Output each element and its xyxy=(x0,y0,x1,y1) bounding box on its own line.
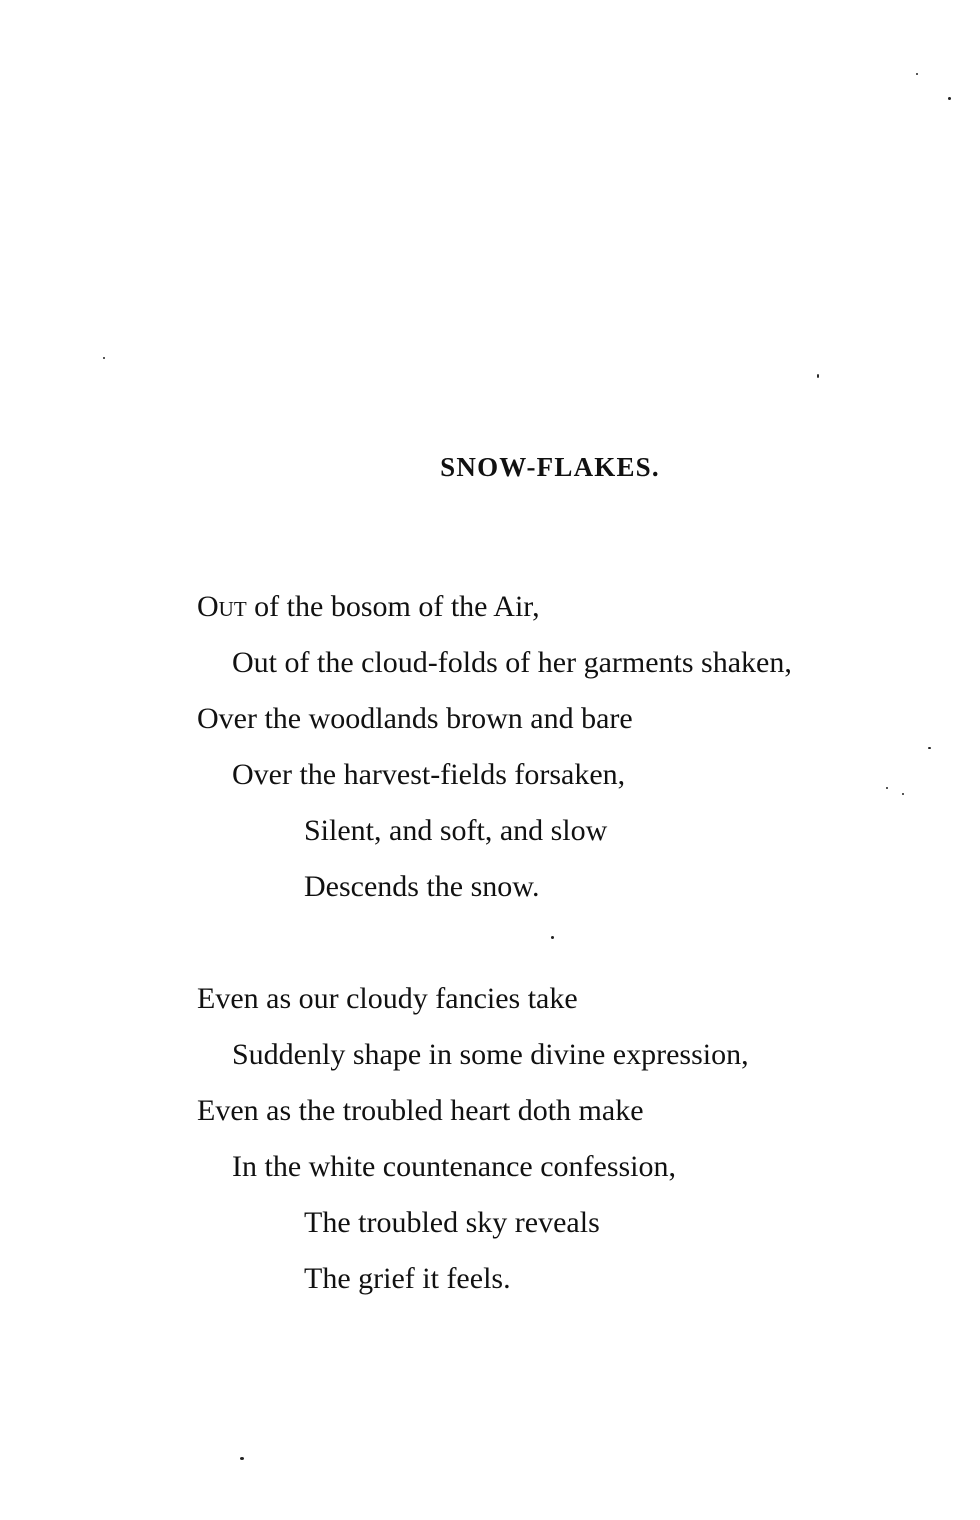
poem-line: Silent, and soft, and slow xyxy=(304,814,608,847)
scan-speck xyxy=(103,357,105,359)
scan-speck xyxy=(240,1457,244,1460)
scan-speck xyxy=(551,936,554,939)
poem-line: Suddenly shape in some divine expression, xyxy=(232,1038,749,1071)
poem-line: Descends the snow. xyxy=(304,870,540,903)
scan-speck xyxy=(928,747,931,749)
scan-speck xyxy=(817,374,819,378)
scan-speck xyxy=(948,97,951,100)
poem-line: The troubled sky reveals xyxy=(304,1206,600,1239)
poem-line: The grief it feels. xyxy=(304,1262,511,1295)
line-text: of the bosom of the Air, xyxy=(246,590,540,623)
poem-line: Over the woodlands brown and bare xyxy=(197,702,633,735)
poem-line xyxy=(197,589,540,625)
scan-speck xyxy=(902,793,904,795)
poem-title: SNOW-FLAKES. xyxy=(440,452,660,482)
poem-line: Even as our cloudy fancies take xyxy=(197,982,578,1015)
scan-speck xyxy=(916,73,918,75)
poem-line: In the white countenance confession, xyxy=(232,1150,677,1183)
scan-speck xyxy=(886,787,888,789)
poem-line: Even as the troubled heart doth make xyxy=(197,1094,644,1127)
drop-lead-word: Out xyxy=(197,590,247,623)
poem-line: Over the harvest-fields forsaken, xyxy=(232,758,626,791)
poem-line: Out of the cloud-folds of her garments shaken, xyxy=(232,646,792,679)
